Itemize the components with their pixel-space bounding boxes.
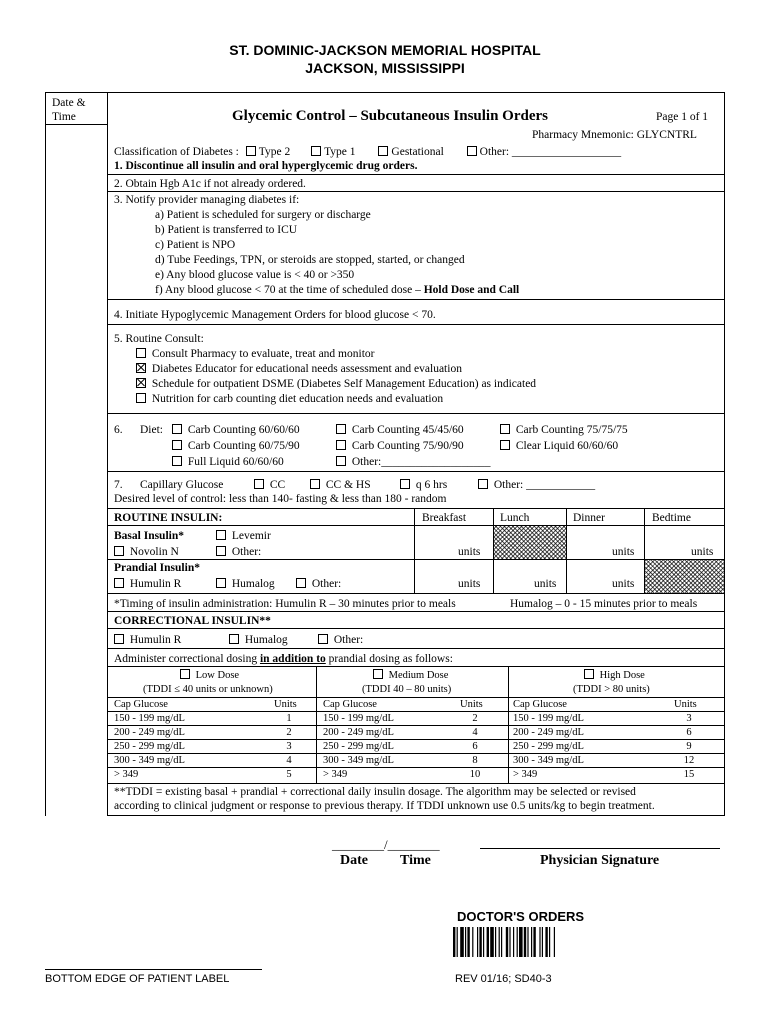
basal-other-checkbox[interactable] [216, 546, 226, 556]
barcode-bar [465, 927, 466, 957]
dose-units: 6 [472, 741, 478, 752]
glucose-range: 300 - 349 mg/dL [323, 755, 394, 766]
barcode-bar [483, 927, 484, 957]
dose-units: 3 [286, 741, 292, 752]
cchs-checkbox[interactable] [310, 479, 320, 489]
glucose-cchs: CC & HS [310, 478, 371, 492]
corr-other-option: Other: [318, 633, 363, 647]
prandial-breakfast-units[interactable]: units [458, 578, 481, 590]
glucose-range: 250 - 299 mg/dL [323, 741, 394, 752]
diet-checkbox[interactable] [336, 424, 346, 434]
q6-checkbox[interactable] [400, 479, 410, 489]
glucose-range: 200 - 249 mg/dL [114, 727, 185, 738]
tddi-note-1: **TDDI = existing basal + prandial + correctional daily insulin dosage. The algorithm may be selected or revised [114, 786, 636, 798]
hold-dose-text: Hold Dose and Call [423, 284, 520, 296]
units-head: Units [274, 699, 297, 710]
time-caption: Time [400, 853, 431, 868]
barcode-bar [539, 927, 540, 957]
cap-glucose-head: Cap Glucose [513, 699, 567, 710]
item-4: 4. Initiate Hypoglycemic Management Orders for blood glucose < 70. [114, 309, 436, 321]
diet-checkbox[interactable] [500, 440, 510, 450]
glucose-range: > 349 [323, 769, 348, 780]
barcode-bar [499, 927, 500, 957]
dose-units: 3 [686, 713, 692, 724]
educator-checkbox[interactable] [136, 363, 146, 373]
dose-units: 4 [472, 727, 478, 738]
item-3b: b) Patient is transferred to ICU [155, 224, 298, 236]
type2-label: Type 2 [258, 146, 291, 158]
dose-units: 6 [686, 727, 692, 738]
glucose-range: 250 - 299 mg/dL [513, 741, 584, 752]
timing-note-2: Humalog – 0 - 15 minutes prior to meals [510, 598, 698, 610]
correctional-head: CORRECTIONAL INSULIN** [114, 615, 271, 627]
barcode-bar [472, 927, 473, 957]
basal-breakfast-units[interactable]: units [458, 546, 481, 558]
glucose-range: 250 - 299 mg/dL [114, 741, 185, 752]
signature-line[interactable] [480, 848, 720, 849]
date-label: Date & [52, 97, 86, 109]
consult-dsme: Schedule for outpatient DSME (Diabetes Self Management Education) as indicated [136, 377, 536, 391]
desired-control: Desired level of control: less than 140- fasting & less than 180 - random [114, 493, 447, 505]
diet-option: Carb Counting 60/75/90 [172, 439, 300, 453]
glucose-range: 150 - 199 mg/dL [513, 713, 584, 724]
dose-units: 5 [286, 769, 292, 780]
classification-row [114, 145, 621, 159]
dose-units: 2 [286, 727, 292, 738]
humulin-checkbox[interactable] [114, 578, 124, 588]
item-3: 3. Notify provider managing diabetes if: [114, 194, 300, 206]
glucose-range: 150 - 199 mg/dL [323, 713, 394, 724]
glucose-other: Other: ____________ [478, 478, 595, 492]
low-dose-checkbox[interactable] [180, 669, 190, 679]
barcode-bar [495, 927, 496, 957]
low-dose-option: Low Dose [180, 669, 239, 683]
type2-checkbox[interactable] [246, 146, 256, 156]
glucose-other-checkbox[interactable] [478, 479, 488, 489]
diet-option: Carb Counting 45/45/60 [336, 423, 464, 437]
diet-label: Diet: [140, 424, 163, 436]
glucose-range: 300 - 349 mg/dL [513, 755, 584, 766]
prandial-other-option: Other: [296, 577, 341, 591]
barcode-bar [509, 927, 510, 957]
low-dose-sub: (TDDI ≤ 40 units or unknown) [143, 684, 273, 695]
corr-other-checkbox[interactable] [318, 634, 328, 644]
dose-units: 15 [683, 769, 695, 780]
bedtime-head: Bedtime [652, 512, 691, 524]
barcode-bar [490, 927, 494, 957]
basal-dinner-units[interactable]: units [612, 546, 635, 558]
patient-label-edge: BOTTOM EDGE OF PATIENT LABEL [45, 973, 230, 985]
other-diabetes-label[interactable]: Other: ___________________ [479, 146, 622, 158]
diet-option: Full Liquid 60/60/60 [172, 455, 284, 469]
diet-checkbox[interactable] [336, 456, 346, 466]
humulin-option: Humulin R [114, 577, 181, 591]
glucose-range: > 349 [114, 769, 139, 780]
medium-dose-option: Medium Dose [373, 669, 448, 683]
dose-units: 4 [286, 755, 292, 766]
barcode-bar [501, 927, 502, 957]
barcode-bar [549, 927, 550, 957]
timing-note-1: *Timing of insulin administration: Humulin R – 30 minutes prior to meals [114, 598, 456, 610]
novolin-option: Novolin N [114, 545, 179, 559]
prandial-lunch-units[interactable]: units [534, 578, 557, 590]
barcode-bar [524, 927, 526, 957]
diet-checkbox[interactable] [500, 424, 510, 434]
hospital-city: JACKSON, MISSISSIPPI [305, 60, 465, 76]
time-label: Time [52, 111, 76, 123]
barcode-bar [517, 927, 518, 957]
barcode-bar [533, 927, 535, 957]
high-dose-option: High Dose [584, 669, 645, 683]
high-dose-checkbox[interactable] [584, 669, 594, 679]
consult-educator: Diabetes Educator for educational needs assessment and evaluation [136, 362, 462, 376]
basal-lunch-shaded [494, 526, 566, 559]
basal-other-option: Other: [216, 545, 261, 559]
barcode-bar [519, 927, 523, 957]
dose-units: 8 [472, 755, 478, 766]
units-head: Units [674, 699, 697, 710]
barcode-bar [506, 927, 508, 957]
corr-humalog-option: Humalog [229, 633, 288, 647]
novolin-checkbox[interactable] [114, 546, 124, 556]
dsme-checkbox[interactable] [136, 378, 146, 388]
diet-checkbox[interactable] [336, 440, 346, 450]
glucose-range: 300 - 349 mg/dL [114, 755, 185, 766]
item-5: 5. Routine Consult: [114, 333, 204, 345]
doctors-orders: DOCTOR'S ORDERS [457, 909, 585, 924]
barcode-bar [487, 927, 489, 957]
prandial-label: Prandial Insulin* [114, 562, 200, 574]
diet-checkbox[interactable] [172, 456, 182, 466]
glucose-number: 7. [114, 479, 123, 491]
lunch-head: Lunch [500, 512, 530, 524]
levemir-checkbox[interactable] [216, 530, 226, 540]
dose-units: 2 [472, 713, 478, 724]
glucose-q6: q 6 hrs [400, 478, 447, 492]
in-addition-to: in addition to [259, 653, 326, 665]
item-2: 2. Obtain Hgb A1c if not already ordered. [114, 178, 306, 190]
glucose-range: 200 - 249 mg/dL [323, 727, 394, 738]
barcode-bar [531, 927, 532, 957]
date-time-line[interactable]: ________/________ [332, 837, 440, 852]
dose-units: 1 [286, 713, 292, 724]
barcode-bar [453, 927, 455, 957]
barcode-bar [542, 927, 543, 957]
prandial-bedtime-shaded [645, 560, 724, 593]
cc-checkbox[interactable] [254, 479, 264, 489]
cap-glucose-head: Cap Glucose [114, 699, 168, 710]
classification-label: Classification of Diabetes : [114, 146, 239, 158]
dose-units: 9 [686, 741, 692, 752]
tddi-note-2: according to clinical judgment or response to previous therapy. If TDDI unknown use 0.5 units/kg to begin treatment. [114, 800, 655, 812]
diet-checkbox[interactable] [172, 440, 182, 450]
hospital-name: ST. DOMINIC-JACKSON MEMORIAL HOSPITAL [229, 42, 541, 58]
page-number: Page 1 of 1 [656, 111, 709, 123]
dinner-head: Dinner [573, 512, 605, 524]
item-3d: d) Tube Feedings, TPN, or steroids are stopped, started, or changed [155, 254, 465, 266]
barcode-bar [479, 927, 481, 957]
corr-humalog-checkbox[interactable] [229, 634, 239, 644]
barcode-bar [545, 927, 547, 957]
high-dose-sub: (TDDI > 80 units) [573, 684, 650, 695]
date-caption: Date [340, 853, 368, 868]
dose-units: 10 [469, 769, 481, 780]
item-3f: f) Any blood glucose < 70 at the time of scheduled dose – Hold Dose and Call [155, 284, 520, 296]
type1-label: Type 1 [324, 146, 356, 158]
item-3e: e) Any blood glucose value is < 40 or >350 [155, 269, 355, 281]
prandial-other-checkbox[interactable] [296, 578, 306, 588]
barcode-icon [453, 927, 627, 957]
consult-nutrition: Nutrition for carb counting diet education needs and evaluation [136, 392, 443, 406]
type1-checkbox[interactable] [311, 146, 321, 156]
levemir-option: Levemir [216, 529, 271, 543]
gestational-checkbox[interactable] [378, 146, 388, 156]
glucose-range: > 349 [513, 769, 538, 780]
diet-number: 6. [114, 424, 123, 436]
nutrition-checkbox[interactable] [136, 393, 146, 403]
diet-checkbox[interactable] [172, 424, 182, 434]
barcode-bar [477, 927, 478, 957]
item-3c: c) Patient is NPO [155, 239, 236, 251]
signature-caption: Physician Signature [540, 853, 660, 868]
routine-insulin-head: ROUTINE INSULIN: [114, 512, 223, 524]
humalog-checkbox[interactable] [216, 578, 226, 588]
corr-humulin-checkbox[interactable] [114, 634, 124, 644]
item-1: 1. Discontinue all insulin and oral hyperglycemic drug orders. [114, 160, 418, 172]
consult-pharmacy: Consult Pharmacy to evaluate, treat and monitor [136, 347, 374, 361]
barcode-bar [457, 927, 458, 957]
diet-option: Other:___________________ [336, 455, 491, 469]
glucose-range: 150 - 199 mg/dL [114, 713, 185, 724]
diet-option: Carb Counting 75/75/75 [500, 423, 628, 437]
revision: REV 01/16; SD40-3 [455, 973, 552, 985]
corr-humulin-option: Humulin R [114, 633, 181, 647]
humalog-option: Humalog [216, 577, 275, 591]
barcode-bar [554, 927, 555, 957]
form-title: Glycemic Control – Subcutaneous Insulin Orders [232, 108, 549, 124]
dose-units: 12 [683, 755, 695, 766]
administer-note: Administer correctional dosing in addition to prandial dosing as follows: [114, 653, 453, 665]
medium-dose-sub: (TDDI 40 – 80 units) [362, 684, 452, 695]
medium-dose-checkbox[interactable] [373, 669, 383, 679]
diet-option: Clear Liquid 60/60/60 [500, 439, 618, 453]
gestational-label: Gestational [391, 146, 444, 158]
barcode-bar [527, 927, 528, 957]
barcode-bar [460, 927, 464, 957]
basal-bedtime-units[interactable]: units [691, 546, 714, 558]
barcode-bar [513, 927, 514, 957]
barcode-bar [467, 927, 469, 957]
units-head: Units [460, 699, 483, 710]
glucose-label: Capillary Glucose [140, 479, 224, 491]
diet-option: Carb Counting 60/60/60 [172, 423, 300, 437]
prandial-dinner-units[interactable]: units [612, 578, 635, 590]
glucose-cc: CC [254, 478, 285, 492]
glucose-range: 200 - 249 mg/dL [513, 727, 584, 738]
item-3a: a) Patient is scheduled for surgery or discharge [155, 209, 371, 221]
cap-glucose-head: Cap Glucose [323, 699, 377, 710]
basal-label: Basal Insulin* [114, 530, 184, 542]
pharmacy-mnemonic: Pharmacy Mnemonic: GLYCNTRL [532, 129, 697, 141]
other-diabetes-checkbox[interactable] [467, 146, 477, 156]
diet-option: Carb Counting 75/90/90 [336, 439, 464, 453]
breakfast-head: Breakfast [422, 512, 467, 524]
pharmacy-checkbox[interactable] [136, 348, 146, 358]
